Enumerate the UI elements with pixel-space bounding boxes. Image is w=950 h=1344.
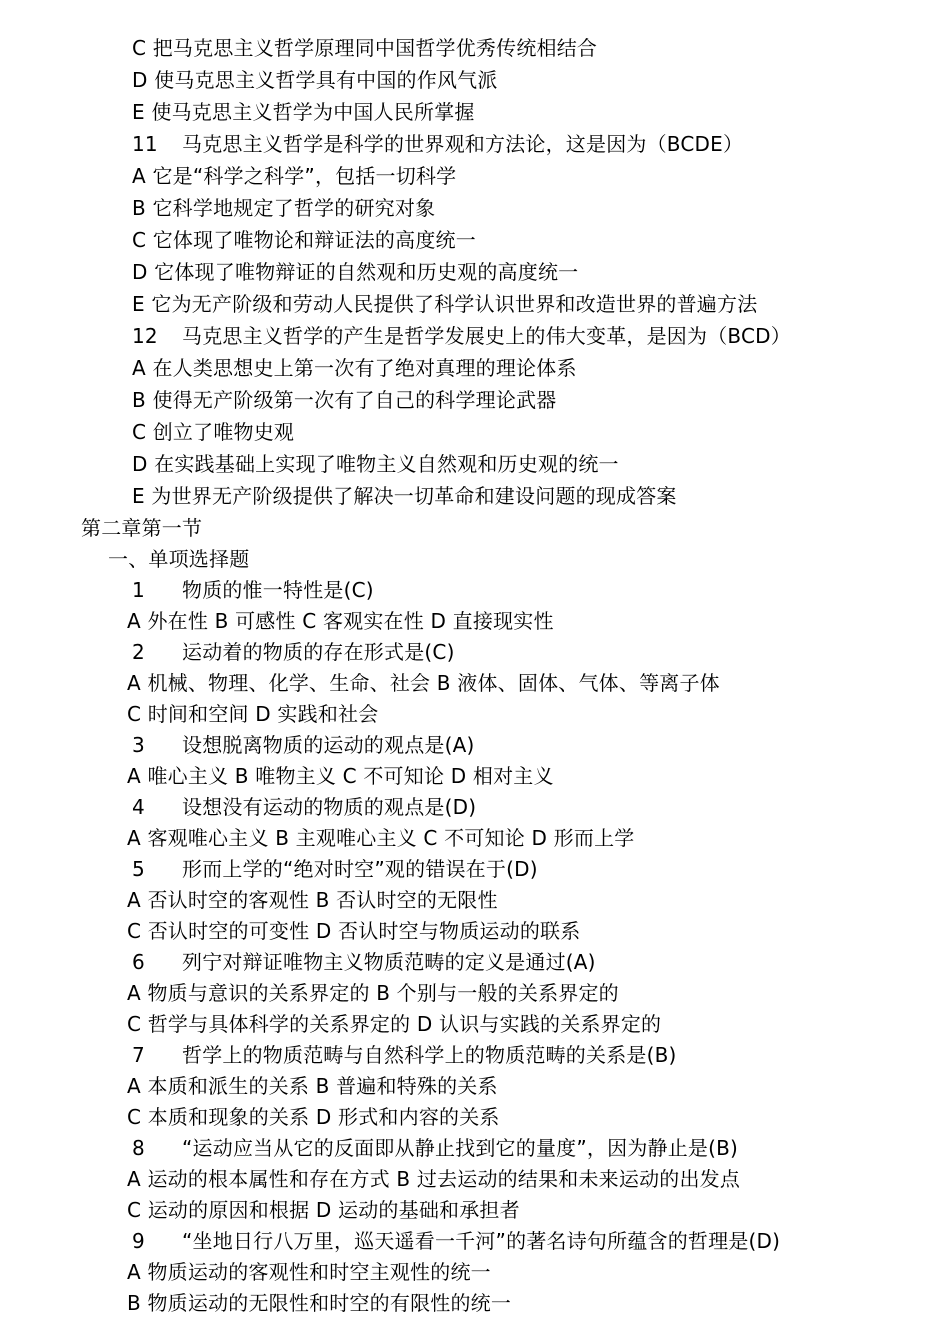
- question-text: “坐地日行八万里，巡天遥看一千河”的著名诗句所蕴含的哲理是(D): [182, 1229, 781, 1253]
- question-text: “运动应当从它的反面即从静止找到它的量度”，因为静止是(B): [182, 1136, 739, 1160]
- option-line: A 在人类思想史上第一次有了绝对真理的理论体系: [132, 356, 577, 380]
- option-line: B 物质运动的无限性和时空的有限性的统一: [127, 1291, 512, 1315]
- question-line: [132, 130, 743, 158]
- question-text: 设想没有运动的物质的观点是(D): [182, 795, 477, 819]
- question-number: 4: [132, 795, 145, 819]
- option-line: A 本质和派生的关系 B 普遍和特殊的关系: [127, 1074, 498, 1098]
- option-line: C 时间和空间 D 实践和社会: [127, 702, 379, 726]
- option-line: C 它体现了唯物论和辩证法的高度统一: [132, 228, 476, 252]
- option-line: C 运动的原因和根据 D 运动的基础和承担者: [127, 1198, 520, 1222]
- section-heading: 一、单项选择题: [108, 547, 250, 571]
- option-line: A 运动的根本属性和存在方式 B 过去运动的结果和未来运动的出发点: [127, 1167, 741, 1191]
- question-text: 马克思主义哲学是科学的世界观和方法论，这是因为（BCDE）: [182, 132, 744, 156]
- option-line: B 它科学地规定了哲学的研究对象: [132, 196, 436, 220]
- question-line: [132, 948, 596, 976]
- chapter-heading: 第二章第一节: [81, 516, 203, 540]
- option-line: E 使马克思主义哲学为中国人民所掌握: [132, 100, 475, 124]
- question-line: [132, 638, 455, 666]
- option-line: C 把马克思主义哲学原理同中国哲学优秀传统相结合: [132, 36, 598, 60]
- question-number: 11: [132, 132, 158, 156]
- question-number: 6: [132, 950, 145, 974]
- question-number: 2: [132, 640, 145, 664]
- option-line: C 否认时空的可变性 D 否认时空与物质运动的联系: [127, 919, 581, 943]
- question-line: [132, 855, 538, 883]
- question-number: 8: [132, 1136, 145, 1160]
- option-line: E 为世界无产阶级提供了解决一切革命和建设问题的现成答案: [132, 484, 677, 508]
- question-number: 1: [132, 578, 145, 602]
- question-number: 9: [132, 1229, 145, 1253]
- question-number: 7: [132, 1043, 145, 1067]
- question-line: [132, 322, 791, 350]
- option-line: A 外在性 B 可感性 C 客观实在性 D 直接现实性: [127, 609, 554, 633]
- question-text: 形而上学的“绝对时空”观的错误在于(D): [182, 857, 538, 881]
- option-line: A 否认时空的客观性 B 否认时空的无限性: [127, 888, 498, 912]
- option-line: A 客观唯心主义 B 主观唯心主义 C 不可知论 D 形而上学: [127, 826, 635, 850]
- question-number: 3: [132, 733, 145, 757]
- question-text: 运动着的物质的存在形式是(C): [182, 640, 455, 664]
- option-line: A 物质与意识的关系界定的 B 个别与一般的关系界定的: [127, 981, 619, 1005]
- question-line: [132, 1041, 677, 1069]
- option-line: A 唯心主义 B 唯物主义 C 不可知论 D 相对主义: [127, 764, 554, 788]
- question-text: 设想脱离物质的运动的观点是(A): [182, 733, 475, 757]
- option-line: C 哲学与具体科学的关系界定的 D 认识与实践的关系界定的: [127, 1012, 662, 1036]
- question-line: [132, 576, 374, 604]
- question-text: 哲学上的物质范畴与自然科学上的物质范畴的关系是(B): [182, 1043, 677, 1067]
- option-line: A 物质运动的客观性和时空主观性的统一: [127, 1260, 491, 1284]
- question-line: [132, 731, 475, 759]
- option-line: A 它是“科学之科学”，包括一切科学: [132, 164, 457, 188]
- option-line: D 它体现了唯物辩证的自然观和历史观的高度统一: [132, 260, 579, 284]
- question-line: [132, 1134, 738, 1162]
- question-text: 物质的惟一特性是(C): [182, 578, 374, 602]
- option-line: A 机械、物理、化学、生命、社会 B 液体、固体、气体、等离子体: [127, 671, 720, 695]
- option-line: B 使得无产阶级第一次有了自己的科学理论武器: [132, 388, 557, 412]
- question-text: 马克思主义哲学的产生是哲学发展史上的伟大变革，是因为（BCD）: [182, 324, 791, 348]
- option-line: D 在实践基础上实现了唯物主义自然观和历史观的统一: [132, 452, 619, 476]
- question-number: 12: [132, 324, 158, 348]
- option-line: D 使马克思主义哲学具有中国的作风气派: [132, 68, 498, 92]
- question-line: [132, 793, 476, 821]
- option-line: C 本质和现象的关系 D 形式和内容的关系: [127, 1105, 500, 1129]
- question-number: 5: [132, 857, 145, 881]
- option-line: C 创立了唯物史观: [132, 420, 295, 444]
- question-line: [132, 1227, 780, 1255]
- question-text: 列宁对辩证唯物主义物质范畴的定义是通过(A): [182, 950, 596, 974]
- option-line: E 它为无产阶级和劳动人民提供了科学认识世界和改造世界的普遍方法: [132, 292, 758, 316]
